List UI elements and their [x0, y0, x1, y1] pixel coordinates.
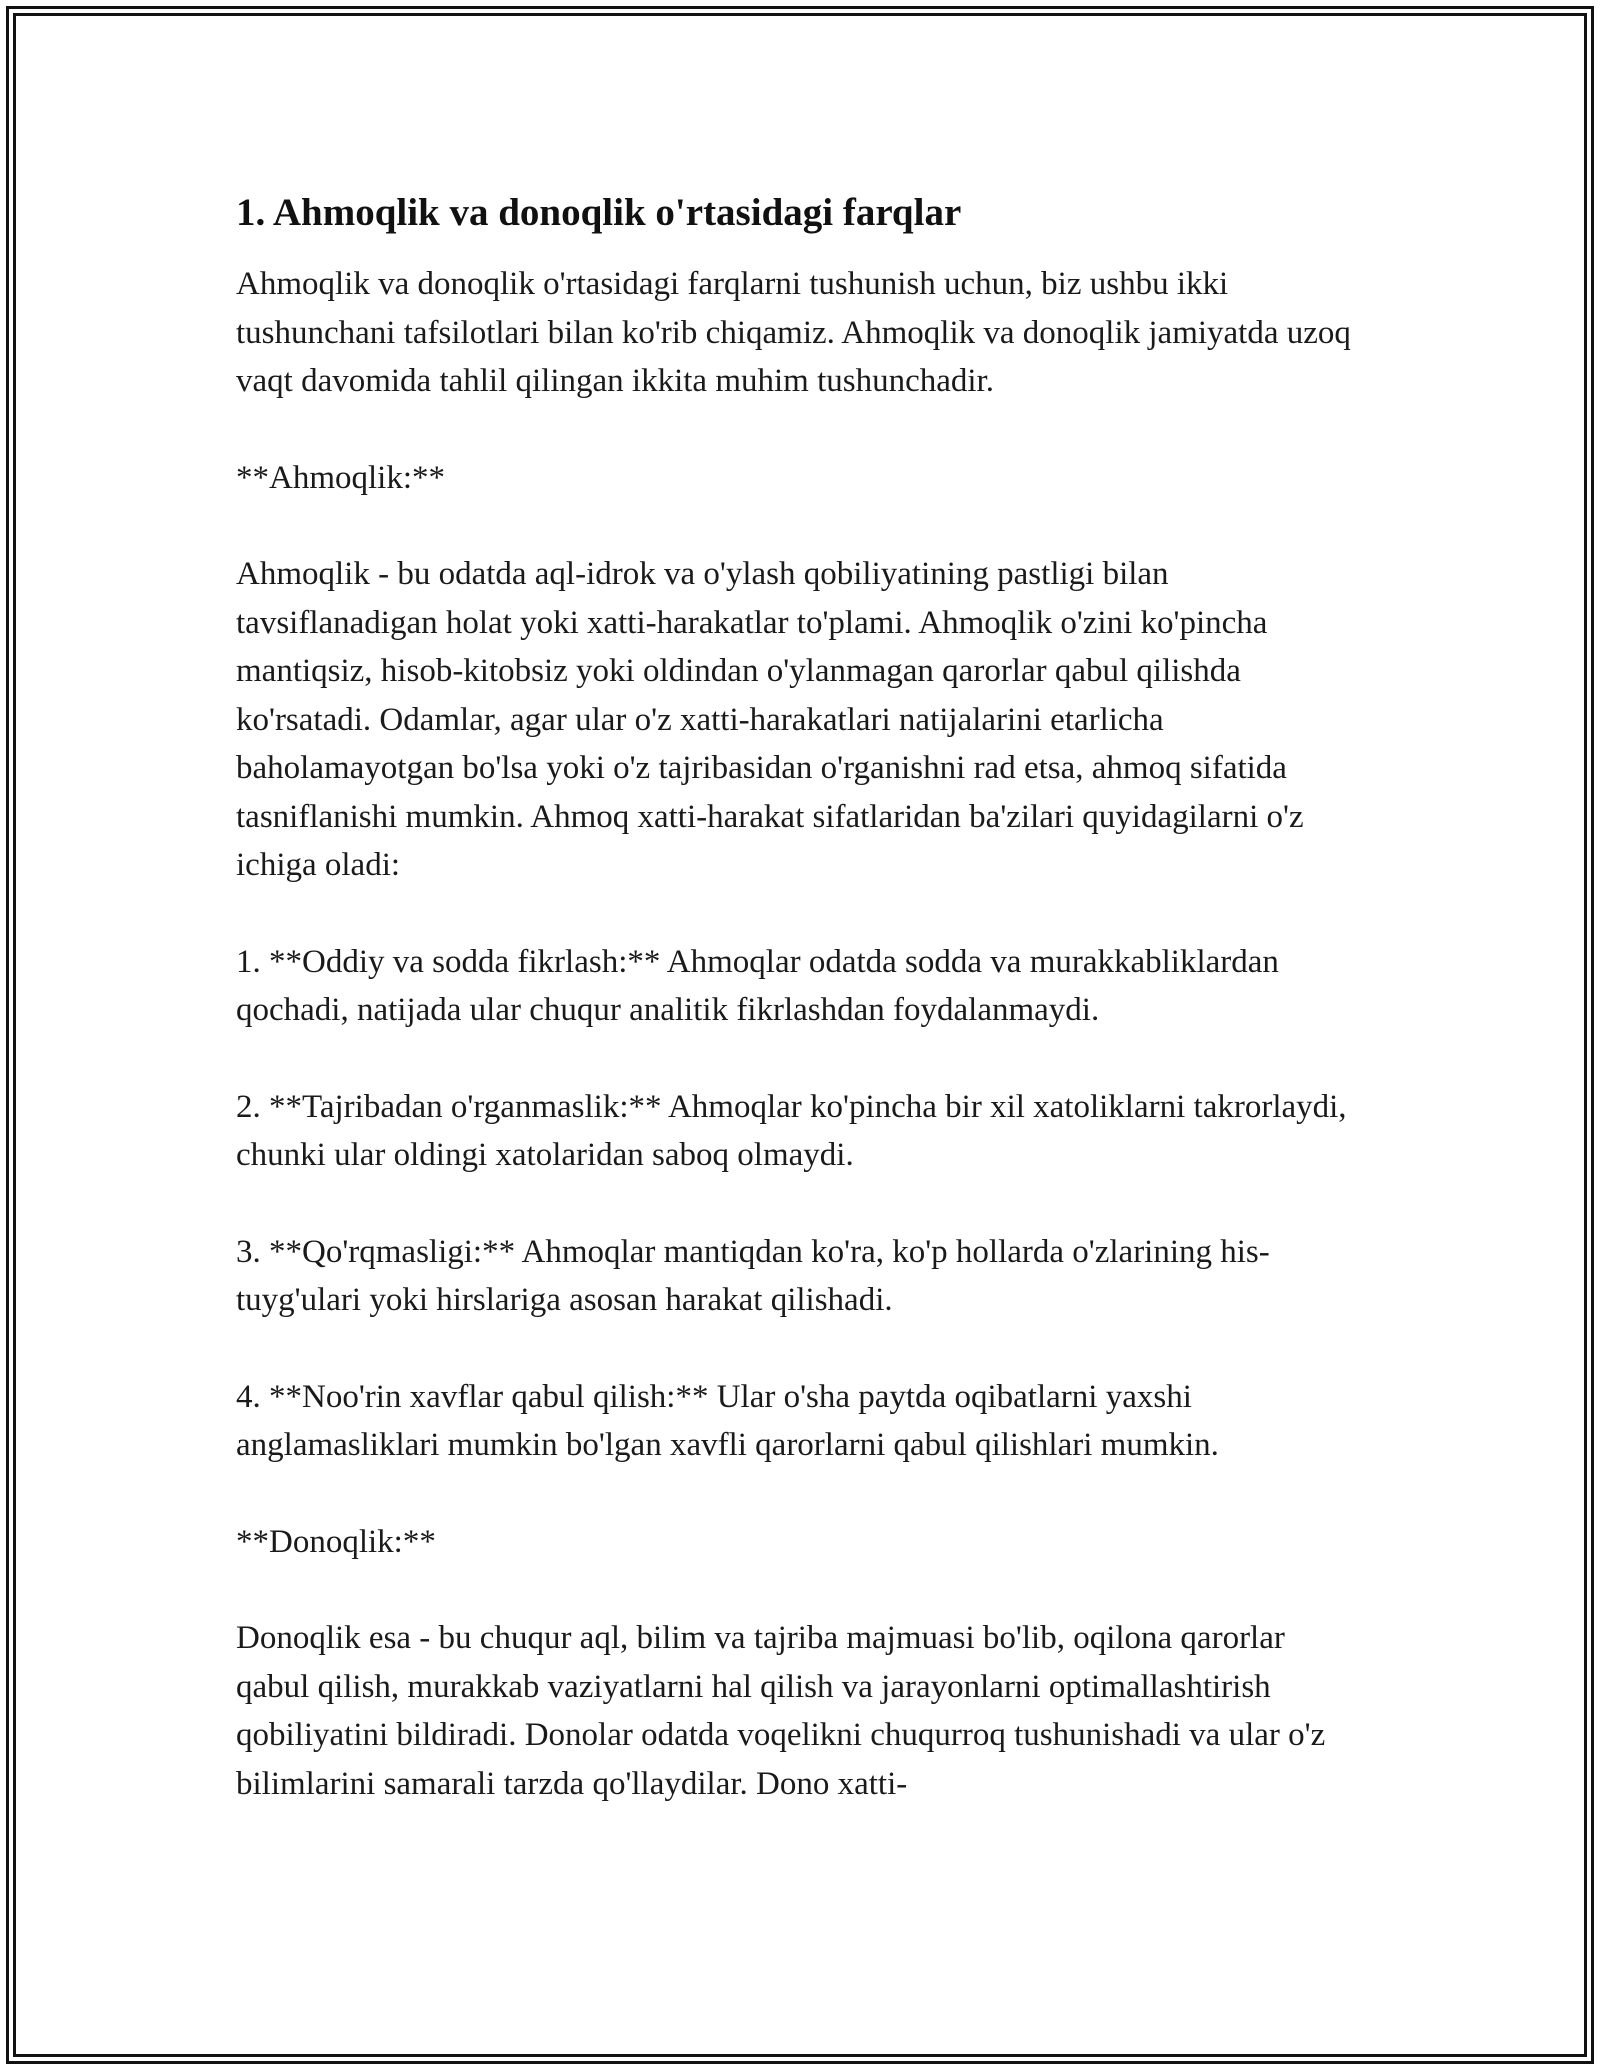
- document-body: [236, 188, 1366, 1856]
- ahmoqlik-paragraph: Ahmoqlik - bu odatda aql-idrok va o'ylash qobiliyatining pastligi bilan tavsiflanadigan holat yoki xatti-harakatlar to'plami. Ahmoqlik o'zini ko'pincha mantiqsiz, hisob-kitobsiz yoki oldindan o'ylanmagan qarorlar qabul qilishda ko'rsatadi. Odamlar, agar ular o'z xatti-harakatlari natijalarini etarlicha baholamayotgan bo'lsa yoki o'z tajribasidan o'rganishni rad etsa, ahmoq sifatida tasniflanishi mumkin. Ahmoq xatti-harakat sifatlaridan ba'zilari quyidagilarni o'z ichiga oladi:: [236, 556, 1304, 883]
- list-item-3: 3. **Qo'rqmasligi:** Ahmoqlar mantiqdan ko'ra, ko'p hollarda o'zlarining his-tuyg'ulari yoki hirslariga asosan harakat qilishadi.: [236, 1233, 1270, 1318]
- list-item-1: 1. **Oddiy va sodda fikrlash:** Ahmoqlar odatda sodda va murakkabliklardan qochadi, natijada ular chuqur analitik fikrlashdan foydalanmaydi.: [236, 943, 1279, 1028]
- list-item-2: 2. **Tajribadan o'rganmaslik:** Ahmoqlar ko'pincha bir xil xatoliklarni takrorlaydi, chunki ular oldingi xatolaridan saboq olmaydi.: [236, 1088, 1347, 1173]
- donoqlik-paragraph: Donoqlik esa - bu chuqur aql, bilim va tajriba majmuasi bo'lib, oqilona qarorlar qabul qilish, murakkab vaziyatlarni hal qilish va jarayonlarni optimallashtirish qobiliyatini bildiradi. Donolar odatda voqelikni chuqurroq tushunishadi va ular o'z bilimlarini samarali tarzda qo'llaydilar. Dono xatti-: [236, 1620, 1326, 1802]
- list-item-4: 4. **Noo'rin xavflar qabul qilish:** Ular o'sha paytda oqibatlarni yaxshi anglamasliklari mumkin bo'lgan xavfli qarorlarni qabul qilishlari mumkin.: [236, 1378, 1219, 1463]
- intro-paragraph: Ahmoqlik va donoqlik o'rtasidagi farqlarni tushunish uchun, biz ushbu ikki tushunchani tafsilotlari bilan ko'rib chiqamiz. Ahmoqlik va donoqlik jamiyatda uzoq vaqt davomida tahlil qilingan ikkita muhim tushunchadir.: [236, 266, 1351, 399]
- subheading-donoqlik: **Donoqlik:**: [236, 1523, 436, 1560]
- subheading-ahmoqlik: **Ahmoqlik:**: [236, 459, 446, 496]
- section-heading: 1. Ahmoqlik va donoqlik o'rtasidagi farqlar: [236, 191, 962, 234]
